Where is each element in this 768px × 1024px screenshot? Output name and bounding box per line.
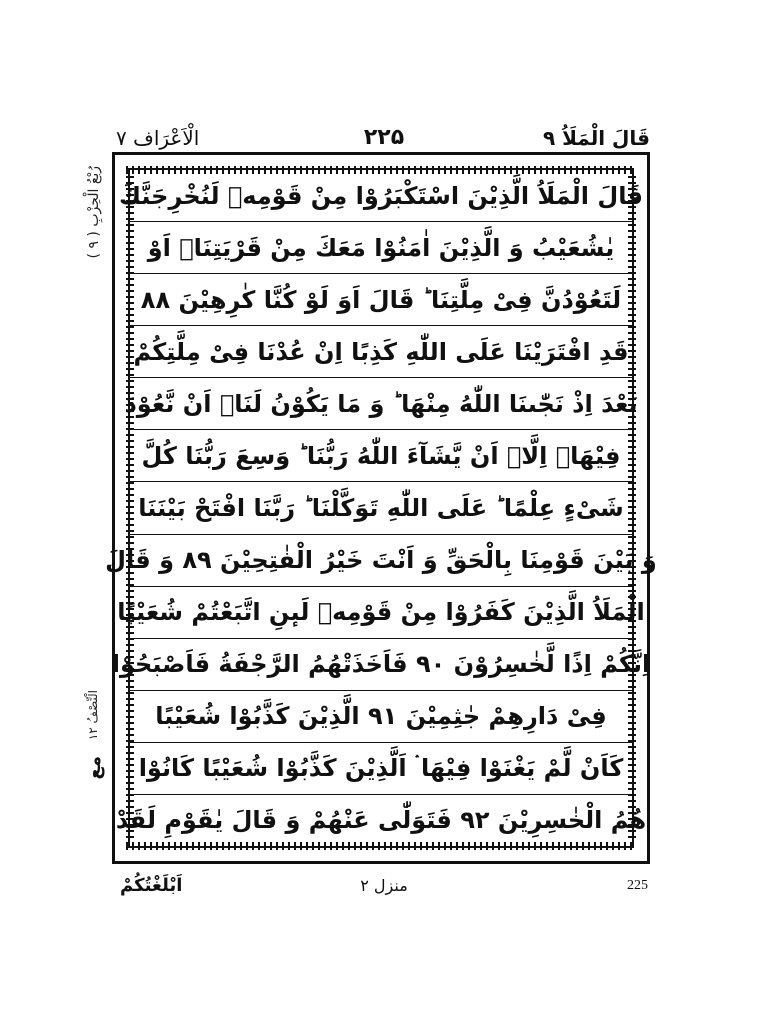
juz-name: قَالَ الْمَلَاُ ۹ <box>542 126 650 150</box>
verse-line: الْمَلَاُ الَّذِیْنَ كَفَرُوْا مِنْ قَوْمِهٖ لَىٕنِ اتَّبَعْتُمْ شُعَیْبًا <box>130 586 632 638</box>
manzil-label: منزل ۲ <box>360 876 408 895</box>
verse-line: قَدِ افْتَرَیْنَا عَلَى اللّٰهِ كَذِبًا اِنْ عُدْنَا فِیْ مِلَّتِكُمْ <box>130 325 632 377</box>
surah-name: الْاَعْرَاف ۷ <box>116 126 200 150</box>
verse-line: اِنَّكُمْ اِذًا لَّخٰسِرُوْنَ ۹۰ فَاَخَذَتْهُمُ الرَّجْفَةُ فَاَصْبَحُوْا <box>130 638 632 690</box>
verse-panel <box>105 168 657 848</box>
verse-line: بَعْدَ اِذْ نَجّٰىنَا اللّٰهُ مِنْهَا ؕ وَ مَا یَكُوْنُ لَنَاۤ اَنْ نَّعُوْدَ <box>130 377 632 429</box>
margin-mark: مع <box>84 756 105 780</box>
verse-line: هُمُ الْخٰسِرِیْنَ ۹۲ فَتَوَلّٰى عَنْهُمْ وَ قَالَ یٰقَوْمِ لَقَدْ <box>130 794 632 846</box>
verse-line: كَاَنْ لَّمْ یَغْنَوْا فِیْهَا ۛ اَلَّذِیْنَ كَذَّبُوْا شُعَیْبًا كَانُوْا <box>130 742 632 794</box>
verse-line: شَیْءٍ عِلْمًا ؕ عَلَى اللّٰهِ تَوَكَّلْنَا ؕ رَبَّنَا افْتَحْ بَیْنَنَا <box>130 481 632 533</box>
page-number: 225 <box>627 878 648 893</box>
page-number-arabic: ۲۲۵ <box>363 125 405 150</box>
verse-line: یٰشُعَیْبُ وَ الَّذِیْنَ اٰمَنُوْا مَعَكَ مِنْ قَرْیَتِنَاۤ اَوْ <box>130 221 632 273</box>
verse-line: وَ بَیْنَ قَوْمِنَا بِالْحَقِّ وَ اَنْتَ خَیْرُ الْفٰتِحِیْنَ ۸۹ وَ قَالَ <box>130 534 632 586</box>
verse-line: فِیْهَاۤ اِلَّاۤ اَنْ یَّشَآءَ اللّٰهُ رَبُّنَا ؕ وَسِعَ رَبُّنَا كُلَّ <box>130 429 632 481</box>
verse-line: لَتَعُوْدُنَّ فِیْ مِلَّتِنَا ؕ قَالَ اَوَ لَوْ كُنَّا كٰرِهِیْنَ ۸۸ <box>130 273 632 325</box>
margin-note-top: ( ۹ ) رُبْعُ الْحِزْبِ <box>86 166 102 259</box>
margin-note-bottom: الْنِّصْفُ ۱۲ <box>86 690 100 741</box>
verse-line: فِیْ دَارِهِمْ جٰثِمِیْنَ ۹۱ الَّذِیْنَ كَذَّبُوْا شُعَیْبًا <box>130 690 632 742</box>
verse-line: قَالَ الْمَلَاُ الَّذِیْنَ اسْتَكْبَرُوْا مِنْ قَوْمِهٖ لَنُخْرِجَنَّكَ <box>119 181 643 210</box>
catchword: اَبْلَغْتُكُمْ <box>120 875 183 896</box>
